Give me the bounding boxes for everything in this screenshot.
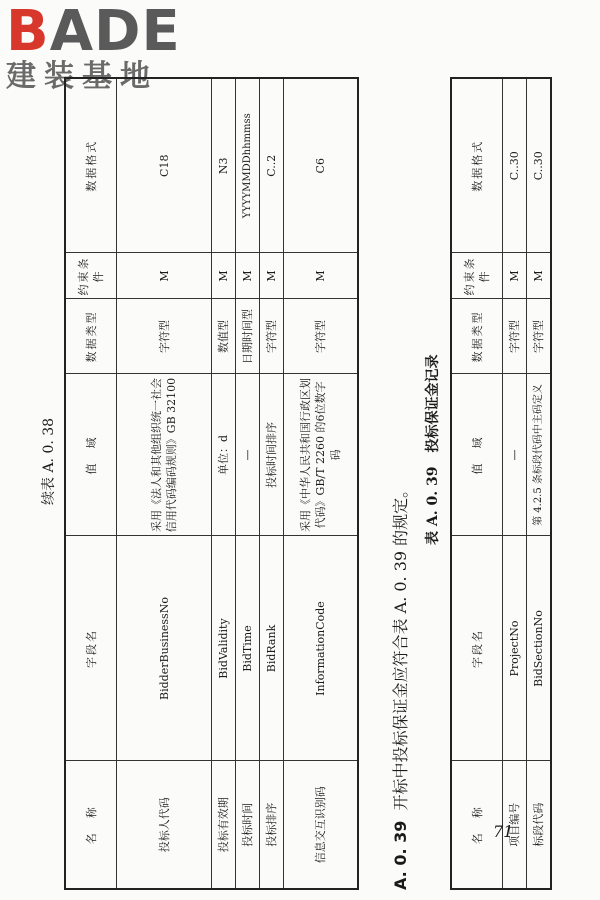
table-cell: — [236,374,260,536]
page-number: 71 [493,822,514,841]
table-cell: C..30 [503,78,527,253]
header-cell: 数据类型 [65,299,117,374]
table-cell: BidderBusinessNo [117,536,212,761]
rotated-page-content [30,30,570,890]
header-cell: 值 域 [65,374,117,536]
table-cell: C..30 [527,78,551,253]
table-a-0-39 [450,77,552,890]
section-heading [388,482,411,890]
section-text: 开标中投标保证金应符合表 A. 0. 39 的规定。 [391,481,410,811]
header-cell: 值 域 [451,374,503,536]
header-cell: 约束条件 [65,253,117,299]
table2-header-row [451,78,503,889]
header-cell: 名 称 [451,761,503,889]
table-cell: M [527,253,551,299]
table-cell: 字符型 [503,299,527,374]
table1-header-row [65,78,117,889]
table-row [284,78,358,889]
header-cell: 字段名 [451,536,503,761]
table-cell: 字符型 [260,299,284,374]
table-cell: — [503,374,527,536]
header-cell: 数据类型 [451,299,503,374]
table-cell: 投标有效期 [212,761,236,889]
table-cell: 日期时间型 [236,299,260,374]
table-cell: YYYYMMDDhhmmss [236,78,260,253]
table-cell: M [284,253,358,299]
logo-wordmark: BADE [6,0,181,64]
header-cell: 约束条件 [451,253,503,299]
table-cell: 字符型 [527,299,551,374]
header-cell: 字段名 [65,536,117,761]
table-cell: 单位：d [212,374,236,536]
table-cell: 投标时间排序 [260,374,284,536]
table-cell: 采用《中华人民共和国行政区划代码》GB/T 2260 的6位数字码 [284,374,358,536]
table-cell: BidValidity [212,536,236,761]
table-cell: 数值型 [212,299,236,374]
header-cell: 名 称 [65,761,117,889]
section-number: A. 0. 39 [391,820,410,890]
table-cell: BidSectionNo [527,536,551,761]
table-a-0-38-continued [64,77,359,890]
table-cell: C18 [117,78,212,253]
header-cell: 数据格式 [451,78,503,253]
table-cell: BidRank [260,536,284,761]
table-cell: 投标时间 [236,761,260,889]
table-row [527,78,551,889]
table-row [212,78,236,889]
table-cell: M [236,253,260,299]
table-row [236,78,260,889]
table-cell: 字符型 [117,299,212,374]
table-cell: 标段代码 [527,761,551,889]
table-cell: 信息交互识别码 [284,761,358,889]
table1-caption: 续表 A. 0. 38 [41,417,57,505]
table-cell: M [260,253,284,299]
table-cell: M [117,253,212,299]
table-cell: 字符型 [284,299,358,374]
table-cell: InformationCode [284,536,358,761]
table-cell: M [212,253,236,299]
table-cell: 采用《法人和其他组织统一社会信用代码编码规则》GB 32100 [117,374,212,536]
table-cell: 投标人代码 [117,761,212,889]
table-row [260,78,284,889]
table-cell: BidTime [236,536,260,761]
table-row [117,78,212,889]
table-cell: 投标排序 [260,761,284,889]
table-row [503,78,527,889]
table-cell: N3 [212,78,236,253]
table-cell: M [503,253,527,299]
table-cell: 第 4.2.5 条标段代码中主码定义 [527,374,551,536]
logo-subtitle: 建装基地 [6,59,158,94]
table2-caption: 表 A. 0. 39 投标保证金记录 [425,354,441,545]
table-cell: C..2 [260,78,284,253]
table-cell: 项目编号 [503,761,527,889]
table-cell: ProjectNo [503,536,527,761]
table-cell: C6 [284,78,358,253]
header-cell: 数据格式 [65,78,117,253]
